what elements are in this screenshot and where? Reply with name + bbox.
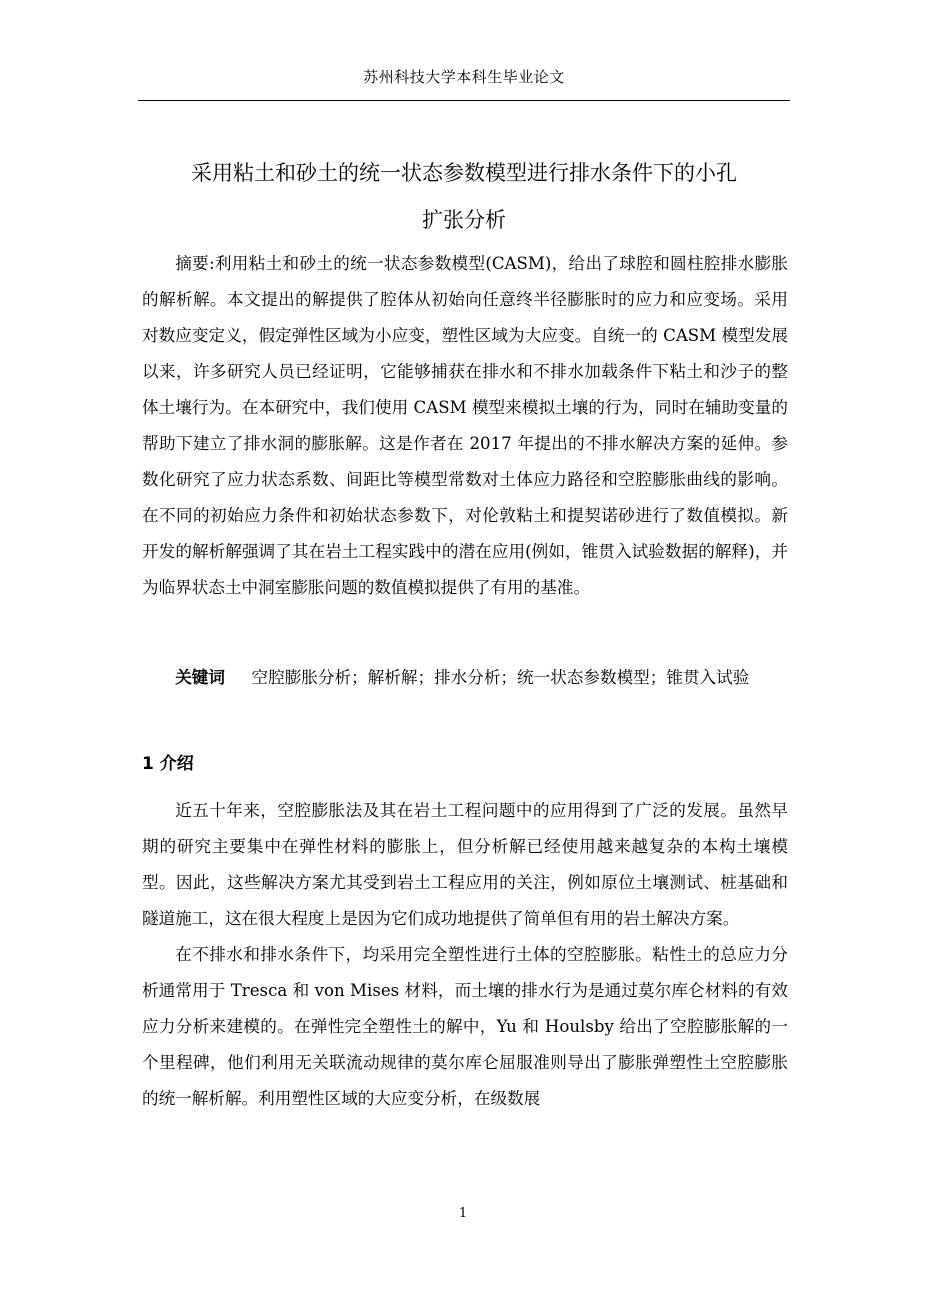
section-heading-introduction: 1 介绍 [142, 754, 194, 774]
keywords-label: 关键词 [175, 668, 225, 687]
running-header [138, 62, 790, 101]
keywords-block [142, 660, 788, 696]
keywords-text: 空腔膨胀分析；解析解；排水分析；统一状态参数模型；锥贯入试验 [251, 668, 750, 687]
paper-title-line-2: 扩张分析 [422, 208, 506, 232]
paper-title-line-1: 采用粘土和砂土的统一状态参数模型进行排水条件下的小孔 [191, 161, 737, 185]
intro-paragraph-2: 在不排水和排水条件下，均采用完全塑性进行土体的空腔膨胀。粘性土的总应力分析通常用于 Tresca 和 von Mises 材料，而土壤的排水行为是通过莫尔库仑材料的有效应力分析来建模的。在弹性完全塑性土的解中，Yu 和 Houlsby 给出了空腔膨胀解的一个里程碑，他们利用无关联流动规律的莫尔库仑屈服准则导出了膨胀弹塑性土空腔膨胀的统一解析解。利用塑性区域的大应变分析，在级数展 [142, 945, 788, 1108]
abstract-paragraph: 摘要:利用粘土和砂土的统一状态参数模型(CASM)，给出了球腔和圆柱腔排水膨胀的解析解。本文提出的解提供了腔体从初始向任意终半径膨胀时的应力和应变场。采用对数应变定义，假定弹性区域为小应变，塑性区域为大应变。自统一的 CASM 模型发展以来，许多研究人员已经证明，它能够捕获在排水和不排水加载条件下粘土和沙子的整体土壤行为。在本研究中，我们使用 CASM 模型来模拟土壤的行为，同时在辅助变量的帮助下建立了排水洞的膨胀解。这是作者在 2017 年提出的不排水解决方案的延伸。参数化研究了应力状态系数、间距比等模型常数对土体应力路径和空腔膨胀曲线的影响。在不同的初始应力条件和初始状态参数下，对伦敦粘土和提契诺砂进行了数值模拟。新开发的解析解强调了其在岩土工程实践中的潜在应用(例如，锥贯入试验数据的解释)，并为临界状态土中洞室膨胀问题的数值模拟提供了有用的基准。 [142, 254, 788, 597]
page-number: 1 [458, 1206, 468, 1221]
intro-paragraph-1: 近五十年来，空腔膨胀法及其在岩土工程问题中的应用得到了广泛的发展。虽然早期的研究主要集中在弹性材料的膨胀上，但分析解已经使用越来越复杂的本构土壤模型。因此，这些解决方案尤其受到岩土工程应用的关注，例如原位土壤测试、桩基础和隧道施工，这在很大程度上是因为它们成功地提供了简单但有用的岩土解决方案。 [142, 801, 788, 928]
introduction-body [142, 793, 788, 1117]
running-header-text: 苏州科技大学本科生毕业论文 [363, 68, 565, 86]
